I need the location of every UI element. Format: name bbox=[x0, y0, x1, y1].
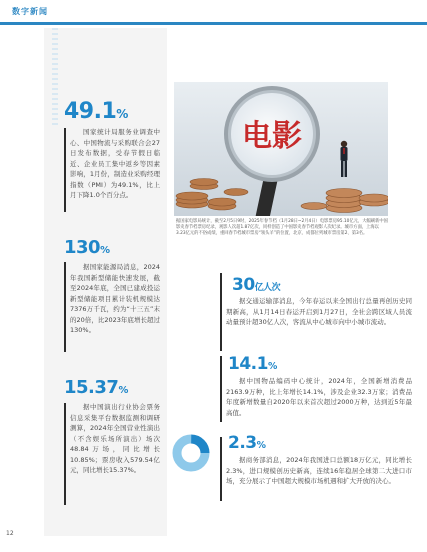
stat-imports-bar bbox=[220, 437, 222, 501]
stat-consumer-goods-value: 14.1% bbox=[228, 354, 277, 374]
donut-decoration bbox=[170, 432, 212, 474]
stat-imports bbox=[228, 434, 408, 455]
section-label: 数字新闻 bbox=[12, 7, 48, 16]
left-stripe bbox=[52, 28, 58, 536]
page-number: 12 bbox=[6, 530, 14, 537]
stat-imports-text: 据商务部消息，2024年我国进口总额18万亿元，同比增长2.3%，进口规模创历史新高，连续16年稳居全球第二大进口市场，充分展示了中国超大规模市场机遇和扩大开放的决心。 bbox=[226, 456, 412, 485]
stat-consumer-goods-text: 据中国物品编码中心统计，2024年，全国新增消费品2163.9万种，比上年增长14.1%，涉及企业32.3万家；消费品年度新增数量自2020年以来首次超过2000万种，达到近5年最高值。 bbox=[226, 377, 412, 417]
box-office-image bbox=[174, 82, 388, 216]
lens-title: 电影 bbox=[242, 119, 302, 154]
stat-performance bbox=[64, 378, 162, 401]
stat-storage-bar bbox=[64, 262, 66, 352]
stat-performance-text: 据中国演出行业协会票务信息采集平台数据监测和调研测算，2024年全国营业性演出（不含娱乐场所演出）场次48.84万场，同比增长10.85%；票房收入579.54亿元，同比增长15.37%。 bbox=[70, 403, 160, 474]
section-rule bbox=[0, 22, 427, 25]
stat-performance-value: 15.37% bbox=[64, 377, 128, 398]
stat-storage-text: 据国家能源局消息，2024年我国新型储能快速发展，截至2024年底，全国已建成投运新型储能项目累计装机规模达7376万千瓦，约为“十三五”末的20倍，比2023年底增长超过130%。 bbox=[70, 263, 160, 334]
stat-pmi-text: 国家统计局服务业调查中心、中国物流与采购联合会27日发布数据，受春节假日临近、企业员工集中返乡等因素影响，1月份，制造业采购经理指数（PMI）为49.1%，比上月下降1.0个百分点。 bbox=[70, 128, 160, 199]
stat-travel bbox=[232, 276, 412, 297]
stat-imports-value: 2.3% bbox=[228, 433, 266, 453]
stat-storage-value: 130% bbox=[64, 237, 110, 258]
stat-consumer-goods-bar bbox=[220, 356, 222, 422]
stat-travel-text: 据交通运输部消息，今年春运以来全国出行总量再创历史同期新高，从1月14日春运开启到1月27日，全社会跨区域人员流动量预计超30亿人次，客流从中心城市向中小城市流动。 bbox=[226, 297, 412, 326]
stat-pmi-bar bbox=[64, 128, 66, 212]
stat-pmi bbox=[64, 100, 162, 126]
stat-pmi-value: 49.1% bbox=[64, 99, 128, 124]
stat-travel-value: 30亿人次 bbox=[232, 275, 281, 295]
stat-travel-bar bbox=[220, 273, 222, 351]
stat-storage bbox=[64, 238, 162, 261]
stat-performance-bar bbox=[64, 403, 66, 505]
stat-consumer-goods bbox=[228, 355, 408, 376]
image-caption: 据国家电影局统计，截至2月5日9时，2025年春节档（1月28日~2月4日）电影票房95.10亿元，大幅刷新中国影史春节档票房纪录，观影人次超1.87亿次，同样创造了中国影史春节档观影人次纪录。城市方面，上海以3.23亿元的不俗成绩，重回春节档城市票房“领头羊”的位置，北京、成都位列城市票房第2、第3名。 bbox=[176, 219, 388, 237]
